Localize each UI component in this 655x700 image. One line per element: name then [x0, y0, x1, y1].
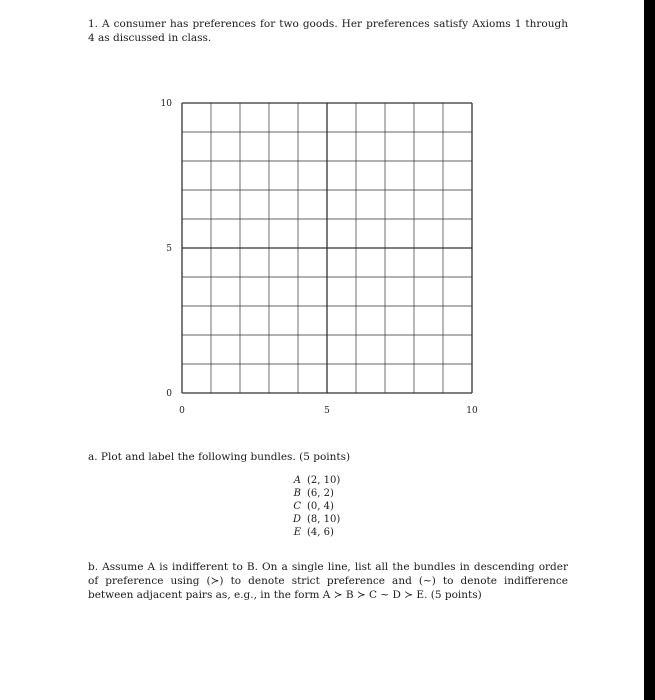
bundle-row [290, 526, 343, 539]
bundle-point: (8, 10) [307, 514, 341, 525]
part-b-prompt: b. Assume A is indifferent to B. On a single line, list all the bundles in descending order of preference using (≻) to denote strict preference and (∼) to denote indifference between adjacent pairs as, e.g., in the form A ≻ B ≻ C ∼ D ≻ E. (5 points) [88, 561, 568, 601]
x-tick-label: 5 [324, 406, 330, 416]
y-tick-label: 5 [166, 244, 172, 254]
bundle-point: (2, 10) [307, 475, 341, 486]
y-tick-label: 10 [160, 99, 172, 109]
bundle-label: B [293, 488, 302, 499]
y-tick-label: 0 [166, 389, 172, 399]
bundle-row [290, 487, 343, 500]
question-intro: 1. A consumer has preferences for two goods. Her preferences satisfy Axioms 1 through 4 as discussed in class. [88, 18, 568, 44]
bundle-point: (6, 2) [307, 488, 334, 499]
bundle-label: C [293, 501, 302, 512]
part-a-prompt: a. Plot and label the following bundles. (5 points) [88, 451, 351, 463]
bundle-table [290, 474, 343, 539]
bundle-label: E [293, 527, 302, 538]
bundle-row [290, 513, 343, 526]
grid-chart-svg [150, 95, 490, 425]
grid-chart [150, 95, 490, 429]
bundle-label: D [293, 514, 302, 525]
bundle-row [290, 474, 343, 487]
bundle-row [290, 500, 343, 513]
x-tick-label: 0 [179, 406, 185, 416]
bundle-point: (4, 6) [307, 527, 334, 538]
bundle-point: (0, 4) [307, 501, 334, 512]
bundle-label: A [293, 475, 302, 486]
x-tick-label: 10 [466, 406, 478, 416]
